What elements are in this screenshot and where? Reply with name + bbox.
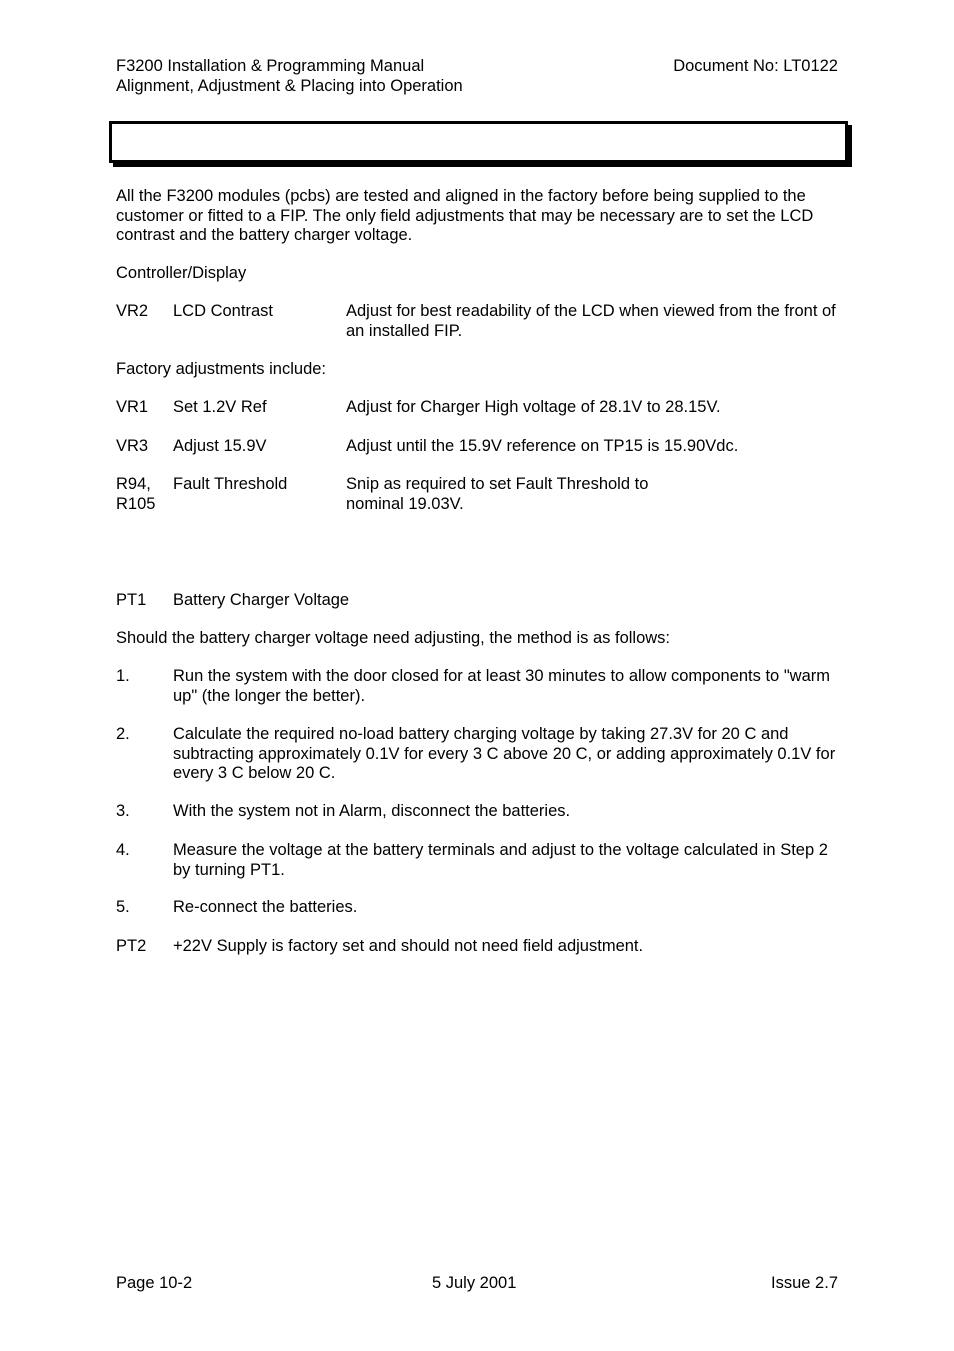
- step-item: [116, 898, 838, 918]
- step-item: [116, 725, 838, 784]
- pt2-ref: PT2: [116, 937, 147, 955]
- controller-heading-text: Controller/Display: [116, 264, 247, 282]
- adjustment-name: Set 1.2V Ref: [173, 398, 267, 416]
- step-number: 3.: [116, 802, 130, 820]
- adjustment-desc: Adjust for best readability of the LCD when viewed from the front of an installed FIP.: [346, 302, 836, 340]
- step-number: 2.: [116, 725, 130, 743]
- adjustment-name: LCD Contrast: [173, 302, 273, 320]
- page-header: [116, 57, 838, 96]
- intro-text: All the F3200 modules (pcbs) are tested and aligned in the factory before being supplied to the customer or fitted to a FIP. The only field adjustments that may be necessary are to set the LCD contrast and the battery charger voltage.: [116, 187, 814, 244]
- factory-heading: [116, 360, 838, 380]
- factory-adjustment-row: [116, 437, 838, 457]
- pt2-text: +22V Supply is factory set and should not need field adjustment.: [173, 937, 644, 955]
- issue-number: Issue 2.7: [771, 1274, 838, 1292]
- controller-heading: [116, 264, 838, 284]
- adjustment-ref: VR2: [116, 302, 149, 320]
- adjustment-name: Fault Threshold: [173, 475, 288, 493]
- page-number: Page 10-2: [116, 1274, 193, 1292]
- step-number: 1.: [116, 667, 130, 685]
- step-number: 4.: [116, 841, 130, 859]
- page-footer: [116, 1274, 838, 1294]
- pt1-name: Battery Charger Voltage: [173, 591, 350, 609]
- factory-adjustment-row: [116, 475, 838, 514]
- adjustment-desc: Adjust until the 15.9V reference on TP15 is 15.90Vdc.: [346, 437, 739, 455]
- adjustment-ref: VR1: [116, 398, 149, 416]
- adjustment-desc: Adjust for Charger High voltage of 28.1V to 28.15V.: [346, 398, 721, 416]
- step-text: Measure the voltage at the battery terminals and adjust to the voltage calculated in Step 2 by turning PT1.: [173, 841, 828, 879]
- method-intro-text: Should the battery charger voltage need adjusting, the method is as follows:: [116, 629, 671, 647]
- intro-paragraph: [116, 187, 838, 246]
- manual-title: F3200 Installation & Programming Manual: [116, 57, 425, 75]
- step-number: 5.: [116, 898, 130, 916]
- adjustment-ref: R94, R105: [116, 475, 156, 513]
- chapter-title: Alignment, Adjustment & Placing into Operation: [116, 76, 463, 95]
- step-text: Run the system with the door closed for at least 30 minutes to allow components to "warm up" (the longer the better).: [173, 667, 831, 705]
- pt1-row: [116, 591, 838, 611]
- pt1-ref: PT1: [116, 591, 147, 609]
- section-title-box: [109, 121, 848, 163]
- step-text: Calculate the required no-load battery charging voltage by taking 27.3V for 20 C and subtracting approximately 0.1V for every 3 C above 20 C, or adding approximately 0.1V for every 3 C below 20 C.: [173, 725, 836, 782]
- step-item: [116, 667, 838, 706]
- step-text: Re-connect the batteries.: [173, 898, 358, 916]
- pt2-row: [116, 937, 838, 957]
- document-number: Document No: LT0122: [673, 57, 838, 75]
- adjustment-desc: Snip as required to set Fault Threshold to nominal 19.03V.: [346, 475, 649, 513]
- factory-heading-text: Factory adjustments include:: [116, 360, 327, 378]
- adjustment-name: Adjust 15.9V: [173, 437, 267, 455]
- factory-adjustment-row: [116, 398, 838, 418]
- method-intro: [116, 629, 838, 649]
- adjustment-ref: VR3: [116, 437, 149, 455]
- step-item: [116, 841, 838, 880]
- step-item: [116, 802, 838, 822]
- step-text: With the system not in Alarm, disconnect the batteries.: [173, 802, 571, 820]
- document-page: [116, 0, 838, 1351]
- field-adjustment-row: [116, 302, 838, 341]
- footer-date: 5 July 2001: [432, 1274, 517, 1292]
